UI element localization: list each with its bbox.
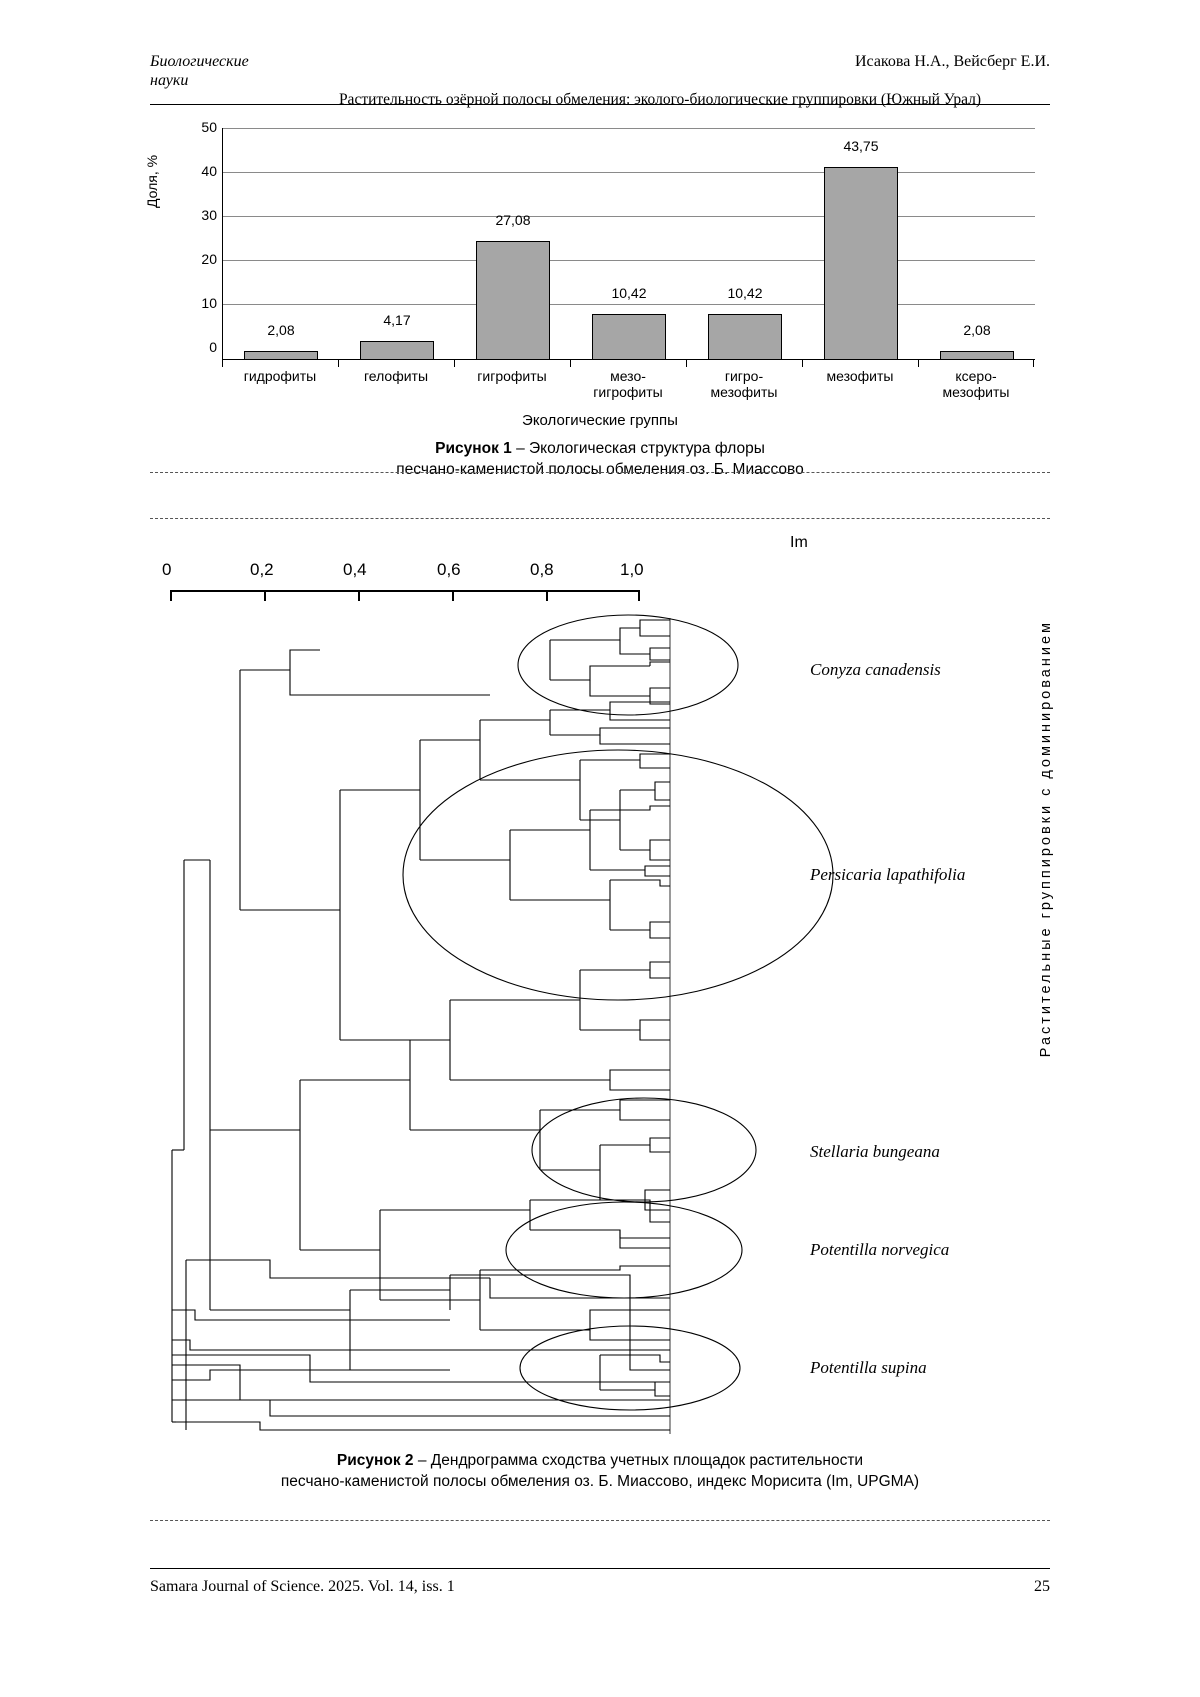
- im-tick-5: 1,0: [620, 560, 644, 579]
- bar-group-4: [687, 128, 803, 360]
- chart-plot-area: [201, 119, 1035, 360]
- im-tick-4: 0,8: [530, 560, 554, 579]
- x-label-0: гидрофиты: [243, 368, 317, 384]
- figure-2-divider: [150, 518, 1050, 519]
- x-label-3: мезо- гигрофиты: [593, 368, 663, 400]
- bar-value-1: 4,17: [383, 312, 411, 328]
- y-tick-40: 40: [201, 163, 217, 179]
- bar-value-6: 2,08: [963, 322, 991, 338]
- x-label-6: ксеро- мезофиты: [942, 368, 1010, 400]
- header-section-line2: науки: [150, 72, 189, 89]
- y-tick-50: 50: [201, 119, 217, 135]
- x-label-5: мезофиты: [826, 368, 894, 384]
- bar-3: [592, 314, 666, 360]
- group-label-conyza-canadensis: Conyza canadensis: [810, 660, 941, 679]
- chart-y-axis-label: Доля, %: [144, 154, 160, 208]
- bar-group-3: [571, 128, 687, 360]
- bar-2: [476, 241, 550, 360]
- header-divider: [150, 104, 1050, 105]
- bar-value-0: 2,08: [267, 322, 295, 338]
- bar-5: [824, 167, 898, 360]
- x-label-2: гигрофиты: [477, 368, 547, 384]
- group-label-stellaria-bungeana: Stellaria bungeana: [810, 1142, 940, 1161]
- dendrogram-plot: [150, 610, 1050, 1440]
- figure-1-caption: [150, 438, 1050, 480]
- chart-x-labels: [222, 368, 1034, 400]
- bar-0: [244, 351, 318, 360]
- dendrogram-side-label: Растительные группировки с доминированием: [1038, 620, 1054, 1058]
- footer-divider: [150, 1568, 1050, 1569]
- im-tick-1: 0,2: [250, 560, 274, 579]
- figure-2: [150, 520, 1054, 1520]
- y-tick-10: 10: [201, 295, 217, 311]
- bar-1: [360, 341, 434, 360]
- footer-journal: Samara Journal of Science. 2025. Vol. 14, iss. 1: [150, 1578, 455, 1595]
- header-article-title: Растительность озёрной полосы обмеления: эколого-биологические группировки (Южный Урал): [338, 91, 982, 108]
- y-tick-20: 20: [201, 251, 217, 267]
- dendrogram-scale-bar: [170, 590, 640, 601]
- y-tick-30: 30: [201, 207, 217, 223]
- y-tick-0: 0: [209, 339, 217, 355]
- figure-2-bottom-divider: [150, 1520, 1050, 1521]
- page-footer: [150, 1578, 1050, 1596]
- figure-1-caption-label: Рисунок 1: [435, 440, 512, 457]
- figure-2-caption-label: Рисунок 2: [336, 1452, 414, 1469]
- x-label-4: гигро- мезофиты: [710, 368, 778, 400]
- bar-chart: [144, 119, 1050, 429]
- bar-group-6: [919, 128, 1035, 360]
- group-label-potentilla-supina: Potentilla supina: [810, 1358, 927, 1377]
- chart-bars: [223, 128, 1035, 360]
- figure-2-caption-line2: песчано-каменистой полосы обмеления оз. Б. Миассово, индекс Морисита (Im, UPGMA): [280, 1473, 920, 1490]
- footer-page-number: 25: [1034, 1578, 1050, 1595]
- bar-group-5: [803, 128, 919, 360]
- chart-x-ticks: [222, 360, 1034, 367]
- dendrogram-axis-title: Im: [790, 534, 808, 551]
- group-label-persicaria-lapathifolia: Persicaria lapathifolia: [810, 865, 966, 884]
- figure-2-caption-text: – Дендрограмма сходства учетных площадок растительности: [413, 1452, 864, 1469]
- bar-value-5: 43,75: [843, 138, 879, 154]
- bar-4: [708, 314, 782, 360]
- bar-group-2: [455, 128, 571, 360]
- bar-value-3: 10,42: [611, 285, 647, 301]
- bar-group-0: [223, 128, 339, 360]
- bar-value-4: 10,42: [727, 285, 763, 301]
- figure-1-divider: [150, 472, 1050, 473]
- im-tick-3: 0,6: [437, 560, 461, 579]
- figure-1-caption-line2: песчано-каменистой полосы обмеления оз. Б. Миассово: [396, 461, 804, 478]
- header-authors: Исакова Н.А., Вейсберг Е.И.: [854, 53, 1050, 70]
- figure-1-caption-text: – Экологическая структура флоры: [511, 440, 765, 457]
- bar-6: [940, 351, 1014, 360]
- figure-1: [144, 119, 1050, 478]
- bar-group-1: [339, 128, 455, 360]
- x-label-1: гелофиты: [363, 368, 429, 384]
- header-section-line1: Биологические: [150, 53, 249, 70]
- im-tick-0: 0: [162, 560, 172, 579]
- bar-value-2: 27,08: [495, 212, 531, 228]
- group-label-potentilla-norvegica: Potentilla norvegica: [810, 1240, 950, 1259]
- figure-2-caption: [150, 1450, 1050, 1492]
- header-section: [150, 52, 249, 90]
- page-header: [150, 52, 1050, 109]
- im-tick-2: 0,4: [343, 560, 367, 579]
- chart-x-axis-title: Экологические группы: [522, 412, 678, 429]
